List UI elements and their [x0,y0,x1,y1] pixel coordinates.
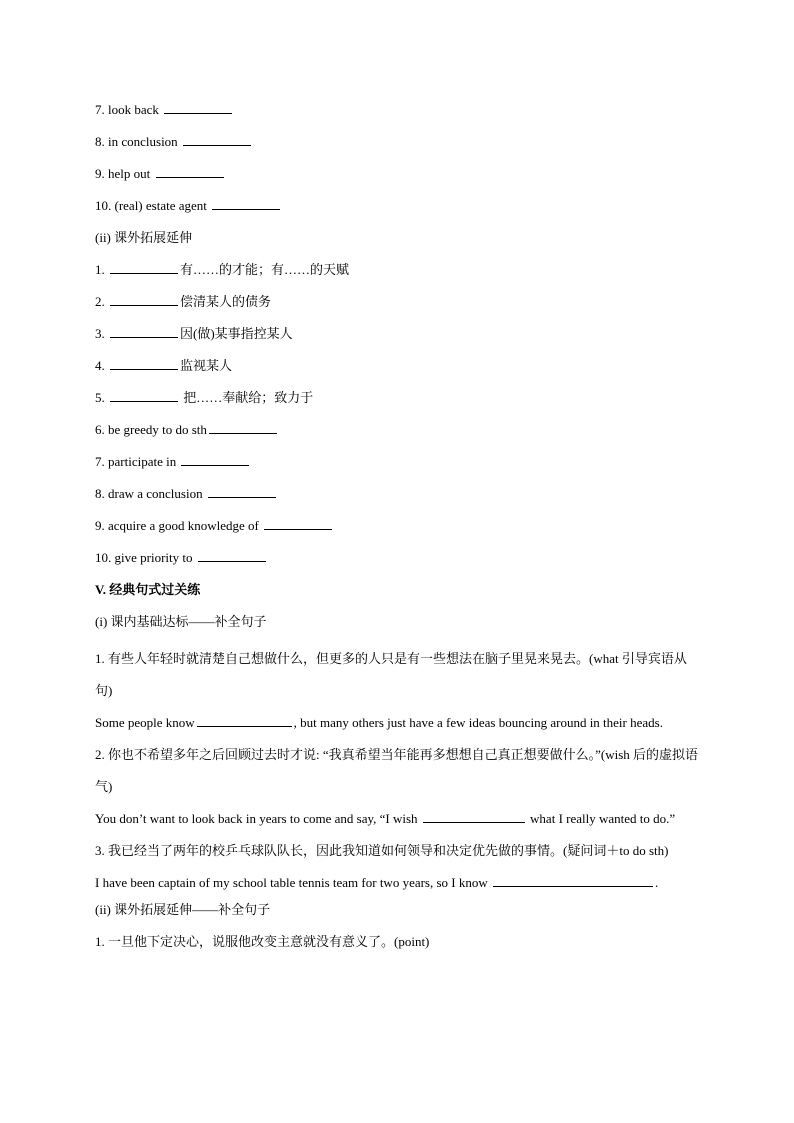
item-number: 7. [95,454,105,469]
sentence-3-chinese: 3. 我已经当了两年的校乒乓球队队长，因此我知道如何领导和决定优先做的事情。(疑问词＋to do sth) [95,843,669,858]
answer-blank[interactable] [110,323,178,338]
item-number: 10. [95,550,112,565]
item-phrase: acquire a good knowledge of [108,518,259,533]
item-phrase: give priority to [114,550,193,565]
answer-blank[interactable] [197,712,292,727]
answer-blank[interactable] [198,547,266,562]
section-v-i-label: (i) 课内基础达标——补全句子 [95,614,267,629]
item-phrase: in conclusion [108,134,178,149]
vocab-en-item-7 [95,451,700,483]
item-number: 8. [95,134,105,149]
item-number: 9. [95,166,105,181]
item-meaning: 把……奉献给；致力于 [180,390,314,405]
vocab-item-8 [95,131,700,163]
answer-blank[interactable] [181,451,249,466]
answer-blank[interactable] [164,99,232,114]
vocab-cn-item-5 [95,387,700,419]
item-number: 10. [95,198,112,213]
vocab-cn-item-2 [95,291,700,323]
sentence-text: I have been captain of my school table tennis team for two years, so I know [95,875,488,890]
worksheet-page [95,99,700,963]
sentence-3-english [95,867,700,899]
answer-blank[interactable] [493,872,653,887]
sentence-2-chinese: 2. 你也不希望多年之后回顾过去时才说: “我真希望当年能再多想想自己真正想要做什么。”(wish 后的虚拟语气) [95,747,699,794]
section-v-title: V. 经典句式过关练 [95,582,201,597]
vocab-item-9 [95,163,700,195]
item-meaning: 偿清某人的债务 [180,294,272,309]
answer-blank[interactable] [110,387,178,402]
sentence-1-english [95,707,700,739]
sentence-text: what I really wanted to do.” [530,811,676,826]
vocab-en-item-10 [95,547,700,579]
item-number: 4. [95,358,105,373]
vocab-en-item-8 [95,483,700,515]
item-number: 1. [95,262,105,277]
section-v-ii-label: (ii) 课外拓展延伸——补全句子 [95,902,271,917]
answer-blank[interactable] [110,259,178,274]
answer-blank[interactable] [110,355,178,370]
sentence-1-chinese: 1. 有些人年轻时就清楚自己想做什么，但更多的人只是有一些想法在脑子里晃来晃去。(what 引导宾语从句) [95,651,687,698]
answer-blank[interactable] [208,483,276,498]
item-phrase: participate in [108,454,177,469]
item-phrase: help out [108,166,151,181]
vocab-item-7 [95,99,700,131]
item-number: 5. [95,390,105,405]
answer-blank[interactable] [212,195,280,210]
vocab-cn-item-4 [95,355,700,387]
vocab-en-item-6 [95,419,700,451]
item-number: 2. [95,294,105,309]
item-number: 3. [95,326,105,341]
vocab-cn-item-3 [95,323,700,355]
sentence-text: . [655,875,659,890]
item-number: 6. [95,422,105,437]
item-phrase: be greedy to do sth [108,422,207,437]
sentence-text: Some people know [95,715,195,730]
answer-blank[interactable] [156,163,224,178]
item-meaning: 因(做)某事指控某人 [180,326,293,341]
answer-blank[interactable] [264,515,332,530]
answer-blank[interactable] [183,131,251,146]
item-number: 9. [95,518,105,533]
item-phrase: draw a conclusion [108,486,203,501]
item-phrase: look back [108,102,159,117]
vocab-en-item-9 [95,515,700,547]
sentence-text: , but many others just have a few ideas bouncing around in their heads. [293,715,663,730]
answer-blank[interactable] [209,419,277,434]
sentence-2-english [95,803,700,835]
vocab-cn-item-1 [95,259,700,291]
answer-blank[interactable] [423,808,525,823]
answer-blank[interactable] [110,291,178,306]
item-meaning: 有……的才能；有……的天赋 [180,262,350,277]
item-meaning: 监视某人 [180,358,233,373]
sentence-text: You don’t want to look back in years to come and say, “I wish [95,811,418,826]
item-phrase: (real) estate agent [114,198,207,213]
section-ii-label: (ii) 课外拓展延伸 [95,230,193,245]
last-sentence-chinese: 1. 一旦他下定决心，说服他改变主意就没有意义了。(point) [95,934,430,949]
item-number: 7. [95,102,105,117]
vocab-item-10 [95,195,700,227]
item-number: 8. [95,486,105,501]
